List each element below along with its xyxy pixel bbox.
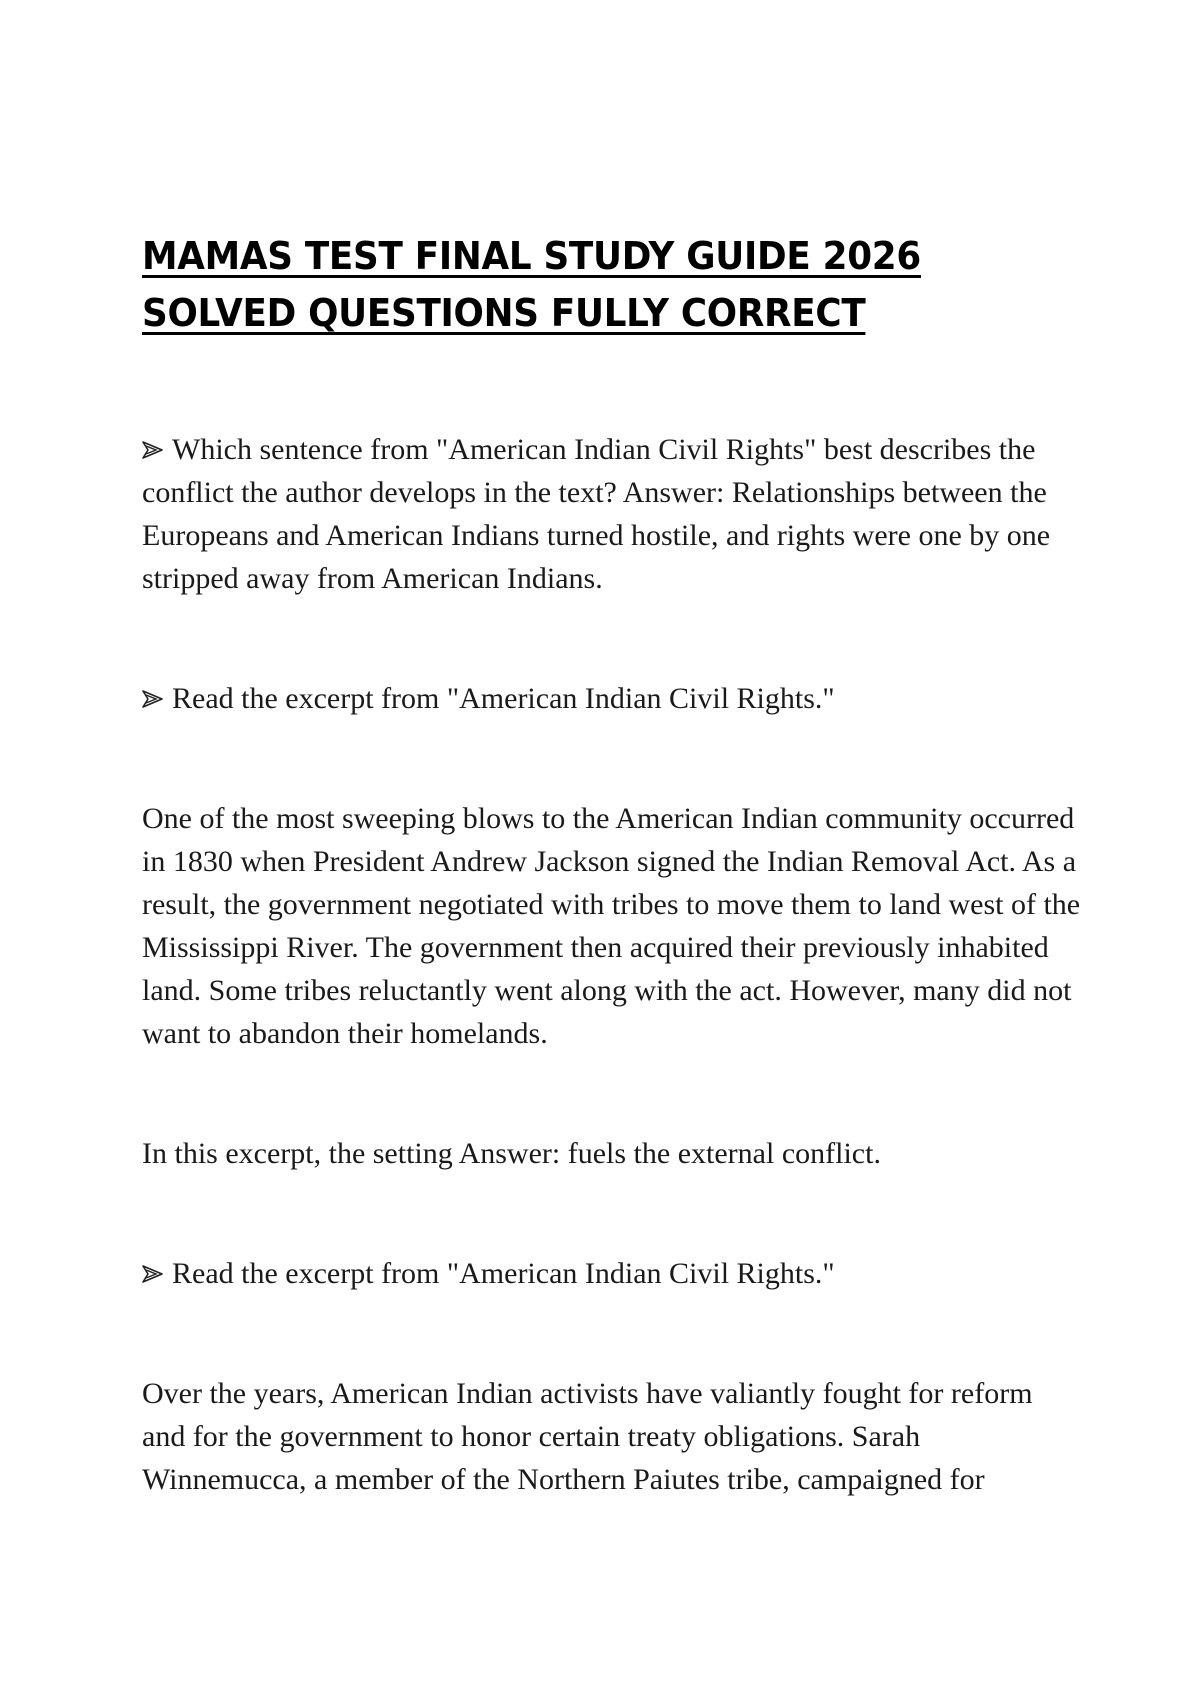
question-2 xyxy=(142,677,1082,720)
answer-1: In this excerpt, the setting Answer: fuels the external conflict. xyxy=(142,1137,881,1170)
document-title xyxy=(142,228,1082,342)
title-line-2: SOLVED QUESTIONS FULLY CORRECT xyxy=(142,291,866,335)
title-line-1: MAMAS TEST FINAL STUDY GUIDE 2026 xyxy=(142,234,921,278)
arrow-bullet-icon xyxy=(142,689,164,709)
question-2-text: Read the excerpt from "American Indian Civil Rights." xyxy=(172,682,835,715)
excerpt-1: One of the most sweeping blows to the American Indian community occurred in 1830 when President Andrew Jackson signed the Indian Removal Act. As a result, the government negotiated with tribes to move them to land west of the Mississippi River. The government then acquired their previously inhabited land. Some tribes reluctantly went along with the act. However, many did not want to abandon their homelands. xyxy=(142,802,1081,1050)
question-1 xyxy=(142,428,1082,600)
arrow-bullet-icon xyxy=(142,440,164,460)
arrow-bullet-icon xyxy=(142,1264,164,1284)
question-3-text: Read the excerpt from "American Indian Civil Rights." xyxy=(172,1257,835,1290)
question-1-text: Which sentence from "American Indian Civil Rights" best describes the conflict the author develops in the text? Answer: Relationships between the Europeans and American Indians turned hostile, and rights were one by one stripped away from American Indians. xyxy=(142,433,1051,595)
excerpt-2: Over the years, American Indian activists have valiantly fought for reform and for the government to honor certain treaty obligations. Sarah Winnemucca, a member of the Northern Paiutes tribe, campaigned for xyxy=(142,1377,1033,1496)
question-3 xyxy=(142,1252,1082,1295)
document-content xyxy=(142,228,1082,1501)
